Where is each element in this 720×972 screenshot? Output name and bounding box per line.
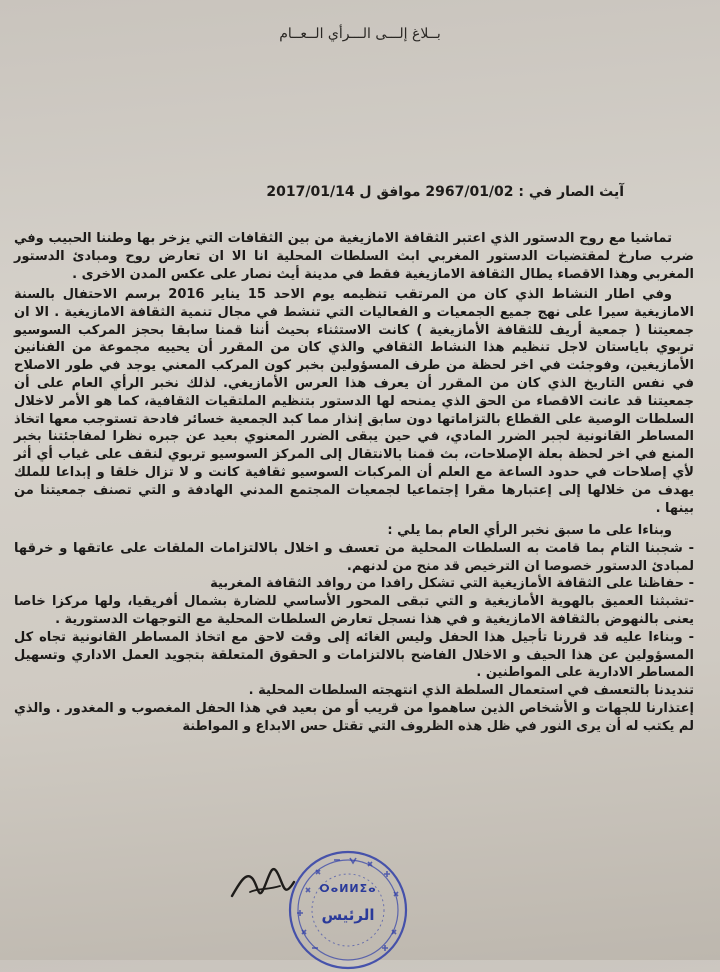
tifinagh-mark: ⵔⴰⵍⵍⵉⴰ — [319, 882, 377, 895]
list-item: إعتذارنا للجهات و الأشخاص الذين ساهموا من قريب أو من بعيد في هذا الحفل المغصوب و المغدور . والذي لم يكتب له أن يرى النور في ظل هذه الظروف التي تقتل حس الابداع و المواطنة — [14, 700, 694, 734]
list-item: - شجبنا التام بما قامت به السلطات المحلية من تعسف و اخلال بالالتزامات الملقات على عاتقها و خرقها لمبادئ الدستور خصوصا ان الترخيص قد منح من لدنهم. — [14, 540, 694, 574]
main-paragraph — [14, 286, 694, 517]
list-item: - حفاظنا على الثقافة الأمازيغية التي تشكل رافدا من روافد الثقافة المغربية — [210, 576, 694, 592]
list-item: -تشبثنا العميق بالهوية الأمازيغية و التي تبقى المحور الأساسي للضارة بشمال أفريقيا، ولها مركزا خاصا يعنى بالنهوض بالثقافة الامازيغية و في هذا نسجل تعارض السلطات المحلية مع التوجهات الدستورية . — [14, 594, 694, 627]
intro-text: تماشيا مع روح الدستور الذي اعتبر الثقافة الامازيغية من بين الثقافات التي يزخر بها وطننا الحبيب وفي ضرب صارخ لمقتضيات الدستور المغربي ابث السلطات المحلية انا الا ان تعارض روح ومبادئ الدستور المغربي وهذا الاقصاء يطال الثقافة الامازيغية فقط في مدينة أيث نصار على عكس المدن الاخرى . — [14, 231, 694, 282]
conclusion-lead: وبناءا على ما سبق نخبر الرأي العام بما يلي : — [387, 523, 672, 538]
conclusion-section — [14, 522, 694, 736]
page-title: بــلاغ إلـــى الـــرأي الــعــام — [279, 26, 441, 42]
signatory-title: الرئيس — [321, 906, 375, 924]
list-item: - وبناءا عليه قد قررنا تأجيل هذا الحفل وليس الغائه إلى وقت لاحق مع اتخاذ المساطر القانونية تجاه كل المسؤولين عن هذا الحيف و الاخلال الفاضح بالالتزامات و الحقوق المتعلقة بتجويد العمل الاداري وتسهيل المساطر الادارية على المواطنين . — [14, 629, 694, 681]
main-text: وفي اطار النشاط الذي كان من المرتقب تنظيمه يوم الاحد 15 يناير 2016 برسم الاحتفال بالسنة الامازيغية سيرا على نهج جميع الجمعيات و الفعاليات التي تنشط في مجال تنمية الثقافة الامازيغية . الا ان جمعيتنا ( جمعية أريف للثقافة الأمازيغية ) كانت الاستثناء بحيث أننا قمنا سابقا بحجز المركب السوسيو تربوي باياستان لاجل تنظيم هذا النشاط الثقافي والذي كان من المقرر أن يحييه مجموعة من الفنانين الأمازيغين، وفوجئت في اخر لحظة من طرف المسؤولين بخبر كون المركب المعني يوجد في طور الاصلاح في نفس التاريخ الذي كان من المقرر أن يعرف هذا العرس الأمازيغي. لذلك نخبر الرأي العام على أن جمعيتنا قد عانت الاقصاء من الحق الذي يمنحه لها الدستور بتنظيم الملتقيات الثقافية، كما هو الأمر لاخلال السلطات الوصية على القطاع بالتزاماتها دون سابق إنذار مما كبد الجمعية خسائر فادحة تستوجب معها اتخاذ المساطر القانونية لجبر الضرر المادي، في حين يبقى الضرر المعنوي بعيد عن جبره نظرا لمفاجئتنا بخبر المنع في اخر لحظة بعلة الإصلاحات، بث قمنا بالانتقال إلى المركز السوسيو تربوي لنقف على غياب أي أثر لأي إصلاحات في حدود الساعة مع العلم أن المركبات السوسيو ثقافية كانت و لا تزال خلقا و إبداعا للملك يهدف من خلالها إلى إعتبارها مقرا إجتماعيا لجمعيات المجتمع المدني الهادفة و التي تصنف جمعيتنا من بينها . — [14, 287, 694, 516]
list-item: تنديدنا بالتعسف في استعمال السلطة الذي انتهجته السلطات المحلية . — [248, 683, 694, 699]
dateline: آيث الصار في : 2967/01/02 موافق ل 2017/01/14 — [266, 184, 624, 200]
intro-paragraph — [14, 230, 694, 283]
